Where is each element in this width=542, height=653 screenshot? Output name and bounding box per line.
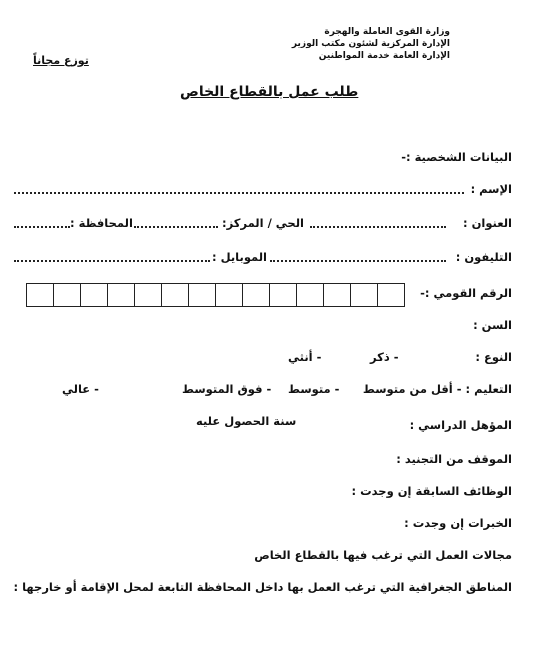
national-id-digit-cell[interactable] — [27, 284, 54, 306]
qualification-label: المؤهل الدراسي : — [409, 418, 512, 432]
education-option-above-intermediate[interactable]: - فوق المتوسط — [182, 382, 272, 396]
national-id-digit-cell[interactable] — [324, 284, 351, 306]
district-field[interactable] — [134, 226, 218, 228]
gender-option-male[interactable]: - ذكر — [370, 350, 399, 364]
age-label: السن : — [473, 318, 512, 332]
form-title: طلب عمل بالقطاع الخاص — [180, 84, 359, 100]
regions-label: المناطق الجغرافية التي ترغب العمل بها داخل المحافظة التابعة لمحل الإقامة أو خارجها : — [13, 580, 512, 594]
national-id-grid[interactable] — [26, 283, 405, 307]
national-id-digit-cell[interactable] — [270, 284, 297, 306]
education-option-intermediate[interactable]: - متوسط — [288, 382, 340, 396]
address-label: العنوان : — [462, 216, 512, 230]
mobile-field[interactable] — [14, 260, 210, 262]
free-distribution-label: توزع مجاناً — [33, 54, 89, 67]
military-status-label: الموقف من التجنيد : — [396, 452, 512, 466]
national-id-digit-cell[interactable] — [378, 284, 404, 306]
mobile-label: الموبايل : — [212, 250, 268, 264]
phone-field[interactable] — [270, 260, 446, 262]
gender-label: النوع : — [475, 350, 512, 364]
national-id-digit-cell[interactable] — [216, 284, 243, 306]
national-id-digit-cell[interactable] — [54, 284, 81, 306]
general-administration: الإدارة العامة خدمة المواطنين — [318, 51, 450, 61]
national-id-digit-cell[interactable] — [297, 284, 324, 306]
experience-label: الخبرات إن وجدت : — [404, 516, 512, 530]
ministry-name: وزارة القوى العاملة والهجرة — [324, 27, 450, 37]
governorate-field[interactable] — [14, 226, 70, 228]
education-option-higher[interactable]: - عالي — [62, 382, 99, 396]
national-id-label: الرقم القومي :- — [420, 286, 512, 300]
national-id-digit-cell[interactable] — [81, 284, 108, 306]
central-administration: الإدارة المركزية لشئون مكتب الوزير — [291, 39, 450, 49]
national-id-digit-cell[interactable] — [243, 284, 270, 306]
phone-label: التليفون : — [455, 250, 512, 264]
name-label: الإسم : — [470, 182, 512, 196]
governorate-label: المحافظة : — [70, 216, 133, 230]
national-id-digit-cell[interactable] — [135, 284, 162, 306]
national-id-digit-cell[interactable] — [108, 284, 135, 306]
education-label: التعليم : - أقل من متوسط — [362, 382, 512, 396]
national-id-digit-cell[interactable] — [162, 284, 189, 306]
name-field[interactable] — [14, 192, 464, 194]
personal-data-heading: البيانات الشخصية :- — [401, 150, 512, 164]
gender-option-female[interactable]: - أنثي — [288, 350, 322, 364]
address-field[interactable] — [310, 226, 446, 228]
national-id-digit-cell[interactable] — [351, 284, 378, 306]
work-fields-label: مجالات العمل التي ترغب فيها بالقطاع الخاص — [254, 548, 512, 562]
ministry-header — [292, 26, 450, 62]
national-id-digit-cell[interactable] — [189, 284, 216, 306]
year-obtained-label: سنة الحصول عليه — [196, 414, 297, 428]
previous-jobs-label: الوظائف السابقة إن وجدت : — [351, 484, 512, 498]
district-label: الحي / المركز: — [222, 216, 304, 230]
